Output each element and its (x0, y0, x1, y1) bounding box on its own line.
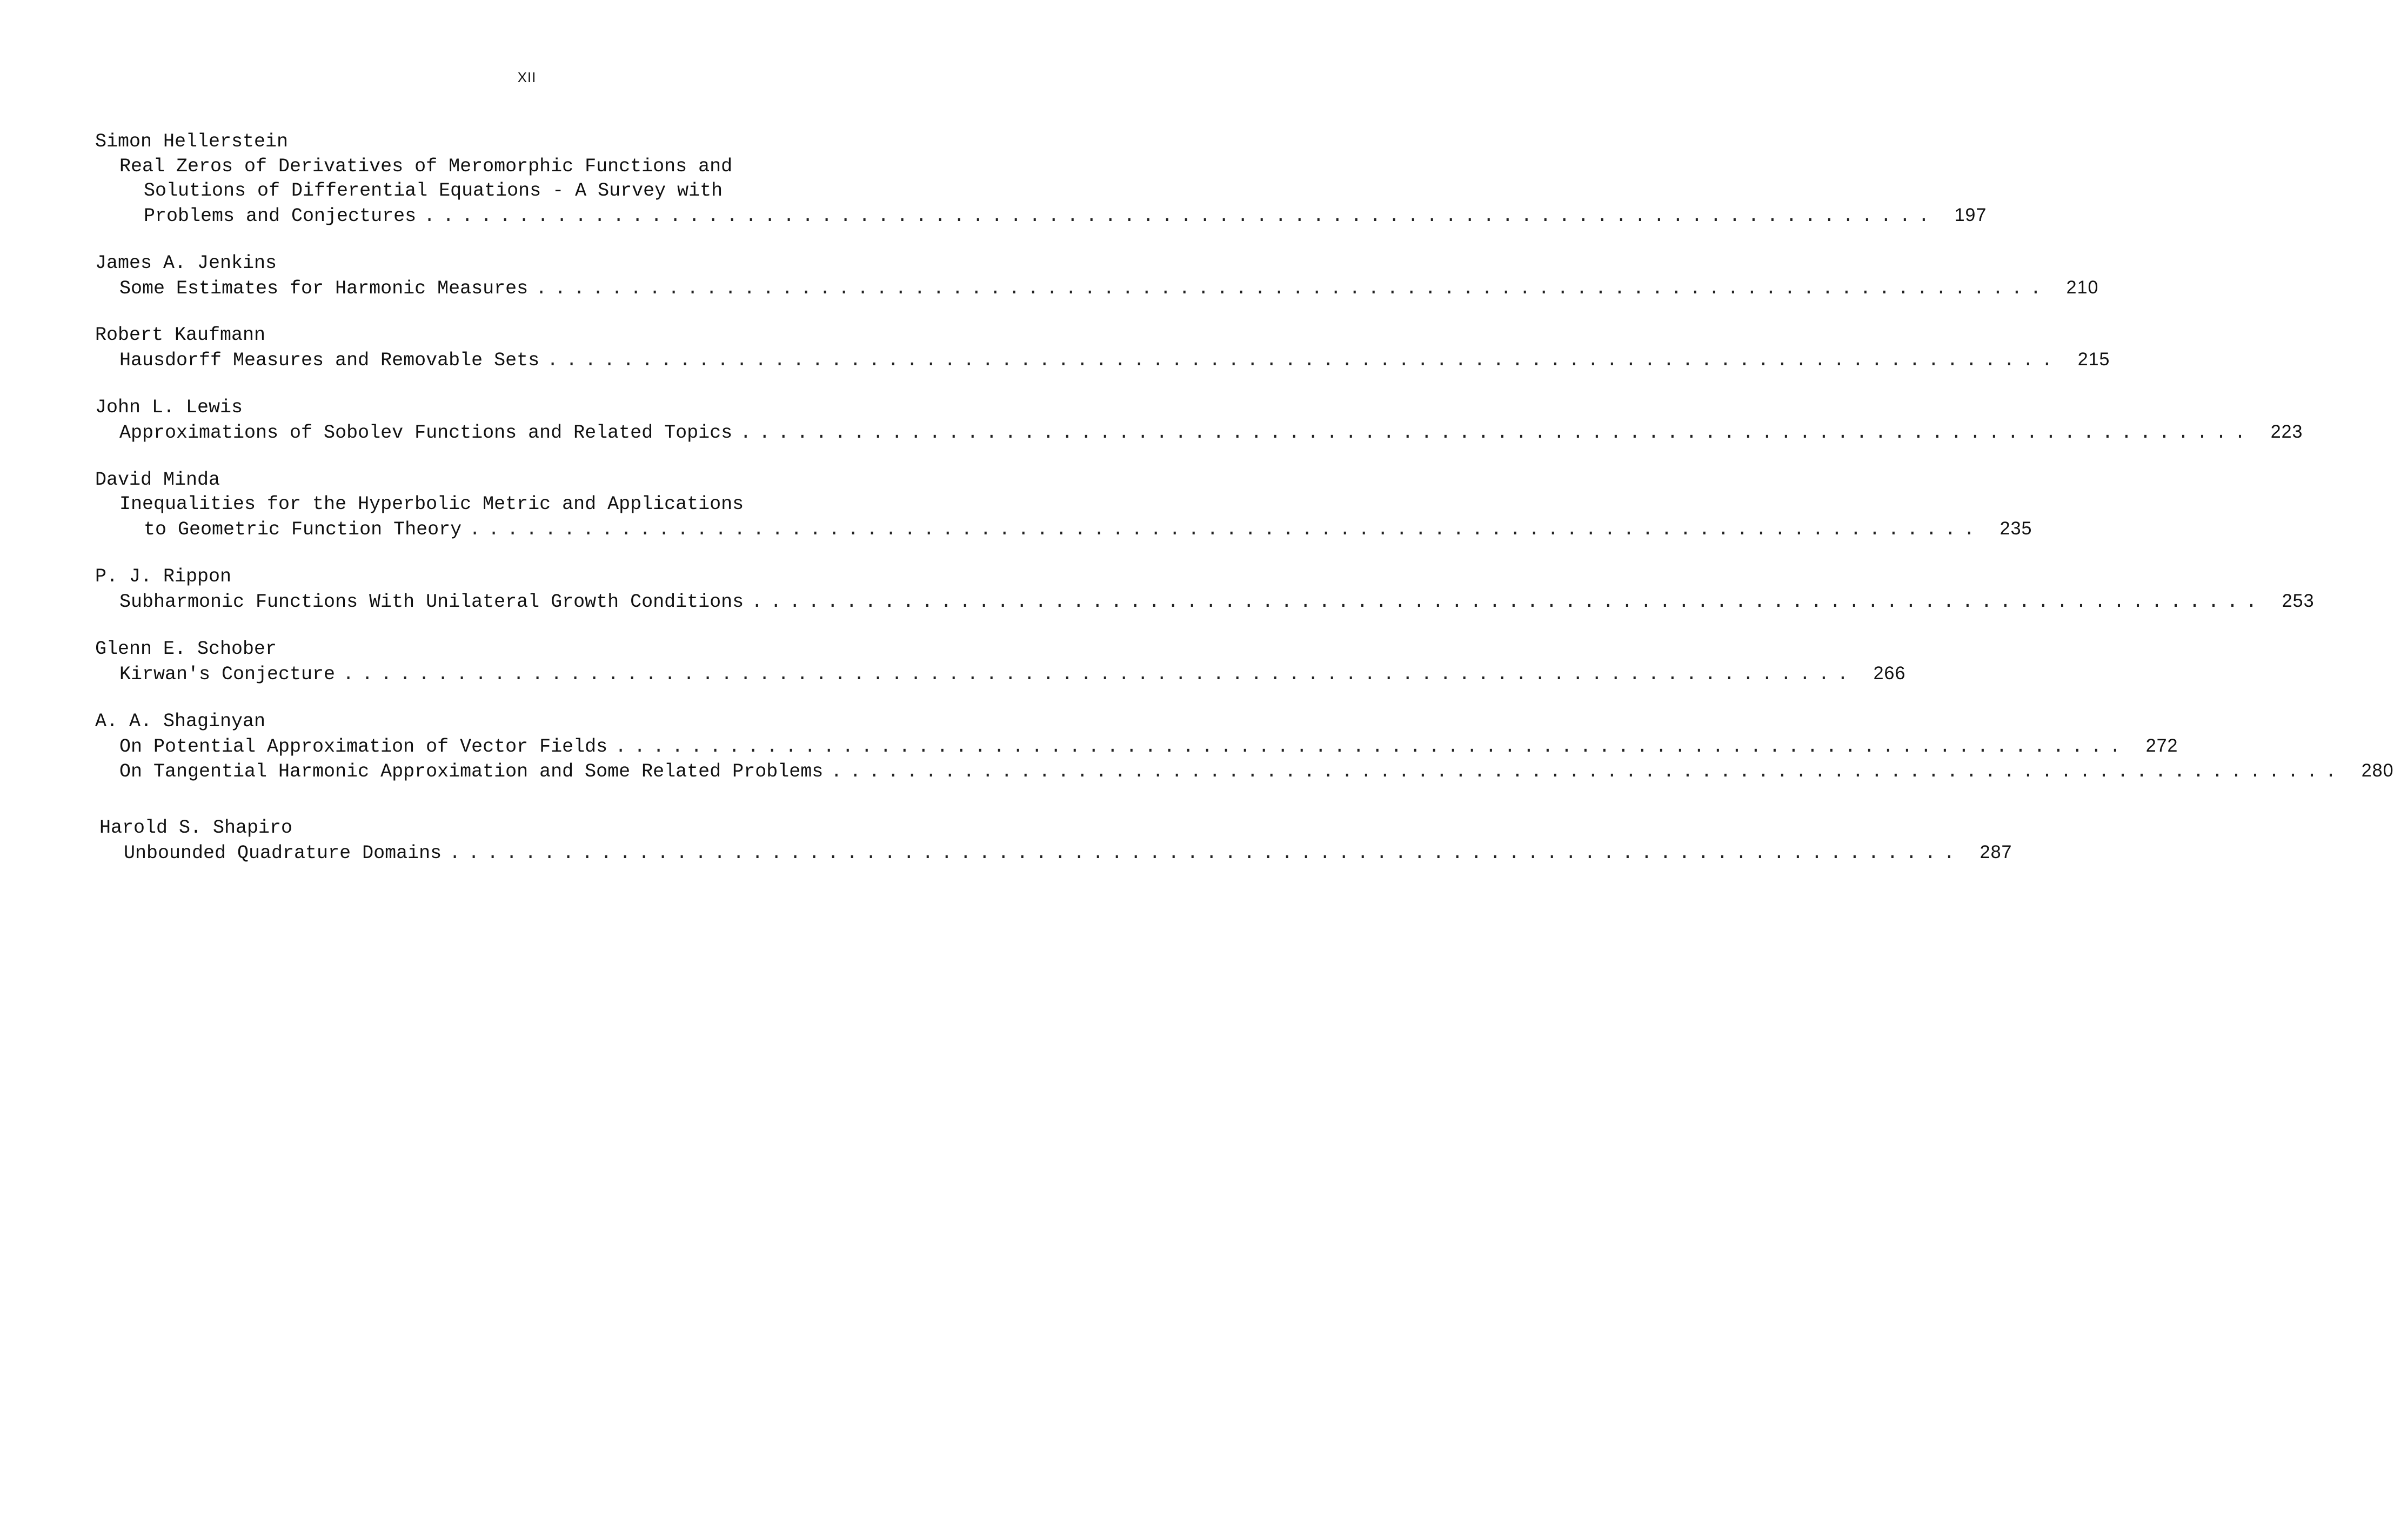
entry-title: Problems and Conjectures (144, 205, 417, 227)
entry-title: Subharmonic Functions With Unilateral Growth Conditions (119, 591, 744, 613)
entry-title: On Tangential Harmonic Approximation and Some Related Problems (119, 761, 824, 782)
dot-leader: ................................................................................ (740, 422, 2253, 444)
entry-author: James A. Jenkins (95, 252, 277, 274)
entry-title: Approximations of Sobolev Functions and Related Topics (119, 422, 733, 444)
dot-leader: ................................................................................ (343, 664, 1856, 685)
entry-title-row (119, 421, 2303, 444)
entry-page-number: 266 (1873, 663, 1906, 684)
entry-author: A. A. Shaginyan (95, 711, 266, 732)
entry-title-row (119, 662, 1906, 685)
entry-title-row (144, 204, 1987, 227)
entry-author: P. J. Rippon (95, 566, 232, 587)
entry-page-number: 287 (1980, 842, 2012, 862)
entry-title-row (119, 590, 2315, 613)
dot-leader: ................................................................................ (751, 591, 2265, 613)
entry-author: Robert Kaufmann (95, 324, 266, 346)
entry-title: to Geometric Function Theory (144, 519, 462, 540)
entry-title-row (144, 518, 2032, 540)
entry-page-number: 223 (2270, 421, 2303, 442)
entry-title: Kirwan's Conjecture (119, 664, 336, 685)
entry-author: Glenn E. Schober (95, 638, 277, 660)
dot-leader: ................................................................................ (536, 278, 2049, 299)
entry-page-number: 197 (1954, 205, 1987, 225)
entry-page-number: 272 (2145, 735, 2178, 756)
dot-leader: ................................................................................ (615, 736, 2129, 758)
entry-page-number: 210 (2066, 277, 2099, 298)
entry-title: On Potential Approximation of Vector Fields (119, 736, 608, 758)
entry-title-line: Real Zeros of Derivatives of Meromorphic Functions and (119, 156, 733, 177)
dot-leader: ................................................................................ (547, 350, 2061, 371)
entry-title-row (119, 349, 2110, 371)
entry-page-number: 280 (2361, 760, 2394, 781)
entry-author: David Minda (95, 469, 220, 491)
entry-title: Unbounded Quadrature Domains (124, 842, 442, 864)
entry-title-line: Solutions of Differential Equations - A Survey with (144, 180, 723, 202)
entry-title-row (119, 760, 2394, 782)
entry-author: Harold S. Shapiro (99, 817, 293, 839)
dot-leader: ................................................................................ (424, 205, 1937, 227)
entry-title-line: Inequalities for the Hyperbolic Metric and Applications (119, 493, 744, 515)
dot-leader: ................................................................................ (469, 519, 1983, 540)
entry-title-row (119, 735, 2178, 758)
entry-page-number: 253 (2282, 591, 2315, 611)
page-number: XII (517, 69, 537, 85)
entry-title: Some Estimates for Harmonic Measures (119, 278, 529, 299)
entry-title-row (124, 841, 2012, 864)
dot-leader: ................................................................................ (449, 842, 1963, 864)
entry-author: Simon Hellerstein (95, 131, 289, 152)
entry-author: John L. Lewis (95, 397, 243, 418)
entry-page-number: 215 (2077, 349, 2110, 370)
entry-title: Hausdorff Measures and Removable Sets (119, 350, 540, 371)
dot-leader: ................................................................................ (831, 761, 2344, 782)
entry-page-number: 235 (2000, 518, 2032, 539)
entry-title-row (119, 277, 2099, 299)
